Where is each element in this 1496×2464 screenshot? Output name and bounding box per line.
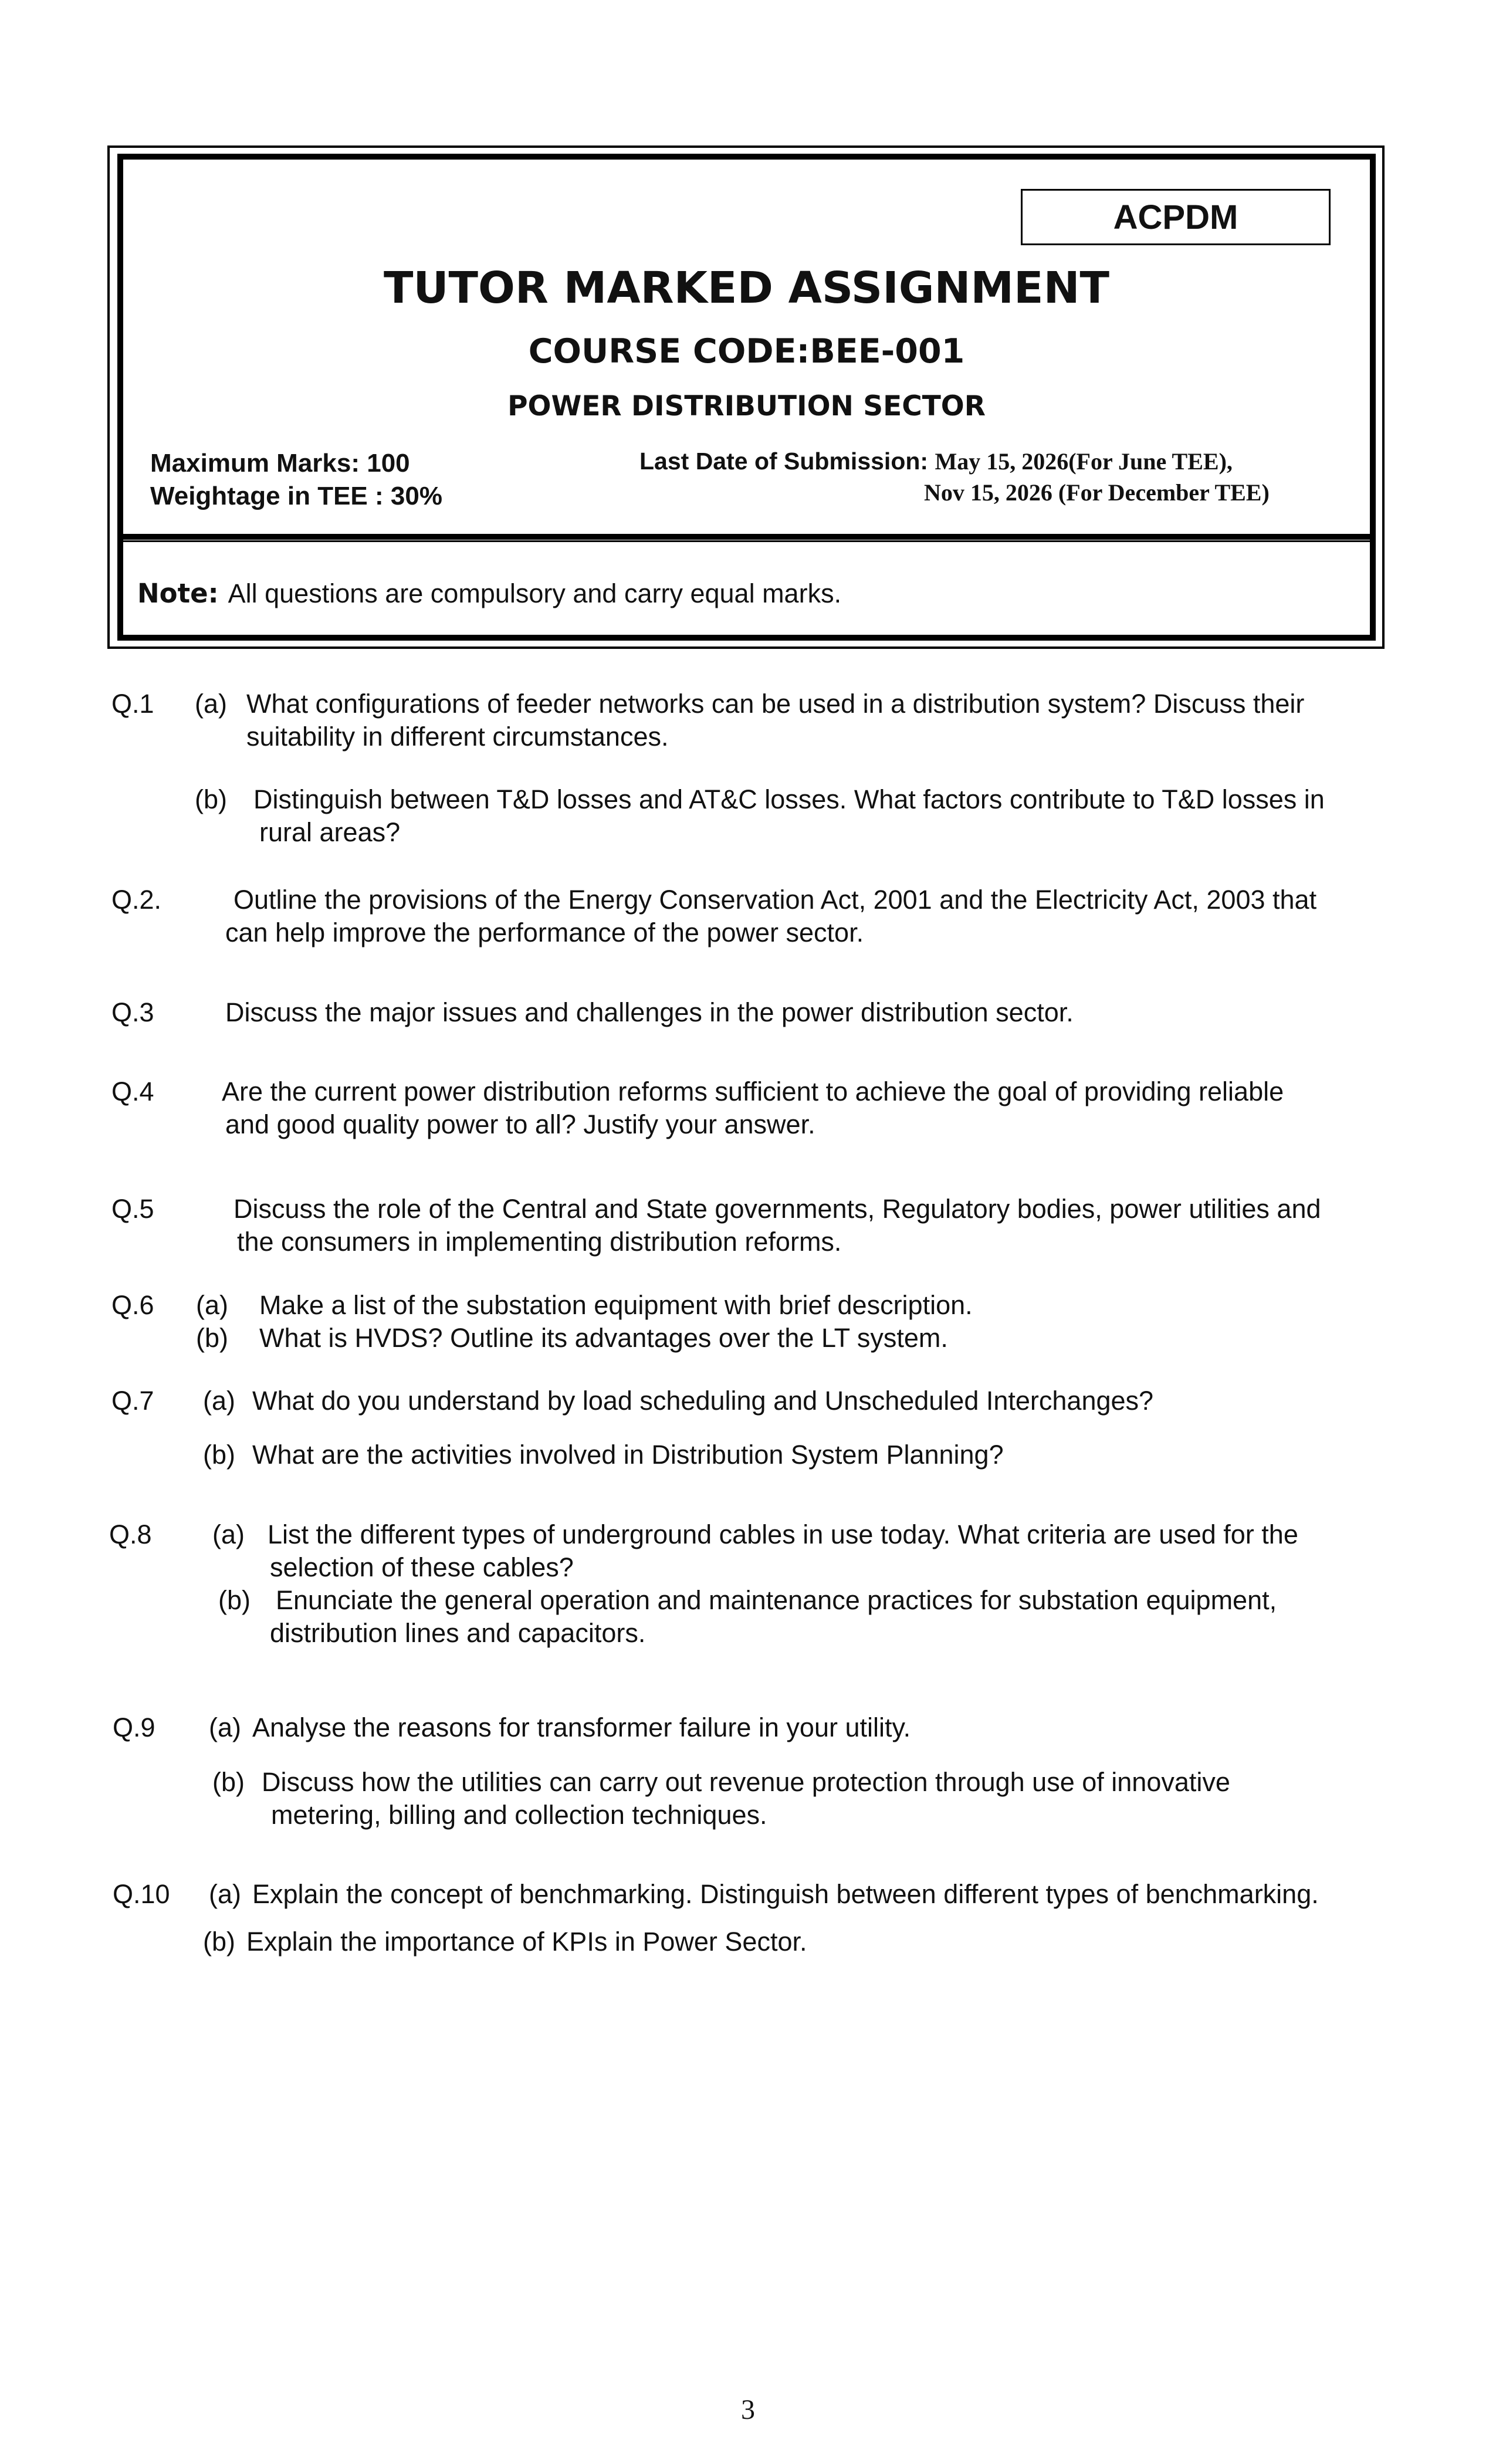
question-text: distribution lines and capacitors. [270,1618,646,1648]
assignment-title: TUTOR MARKED ASSIGNMENT [383,263,1109,313]
part-label: (a) [209,1879,241,1909]
submission-date-december: Nov 15, 2026 (For December TEE) [924,479,1270,506]
question-text: the consumers in implementing distribution reforms. [237,1227,842,1257]
question-text: Outline the provisions of the Energy Conservation Act, 2001 and the Electricity Act, 2003 that [233,885,1317,915]
question-text: What do you understand by load scheduling and Unscheduled Interchanges? [252,1386,1154,1416]
question-text: Explain the concept of benchmarking. Distinguish between different types of benchmarking. [252,1879,1319,1909]
question-text: Discuss the role of the Central and State governments, Regulatory bodies, power utilities and [233,1194,1321,1224]
question-text: Are the current power distribution reforms sufficient to achieve the goal of providing reliable [222,1077,1284,1106]
question-number: Q.10 [113,1879,170,1909]
part-label: (a) [195,689,227,719]
part-label: (b) [195,784,227,814]
question-text: What configurations of feeder networks can be used in a distribution system? Discuss their [246,689,1305,719]
part-label: (b) [196,1323,228,1353]
part-label: (a) [203,1386,235,1416]
program-code: ACPDM [1113,198,1238,236]
part-label: (b) [212,1767,245,1797]
question-text: Analyse the reasons for transformer failure in your utility. [252,1712,911,1742]
question-text: Discuss how the utilities can carry out revenue protection through use of innovative [262,1767,1230,1797]
question-text: List the different types of underground cables in use today. What criteria are used for the [268,1519,1298,1549]
question-text: selection of these cables? [270,1552,574,1582]
header-divider [117,534,1376,542]
submission-label: Last Date of Submission: [639,448,929,475]
submission-date-june: May 15, 2026(For June TEE), [935,448,1233,475]
question-text: rural areas? [259,817,401,847]
part-label: (a) [212,1519,245,1549]
question-number: Q.3 [111,997,154,1027]
question-text: What is HVDS? Outline its advantages over the LT system. [259,1323,948,1353]
page-number: 3 [741,2394,755,2425]
question-number: Q.6 [111,1290,154,1320]
question-text: What are the activities involved in Distribution System Planning? [252,1440,1004,1470]
question-text: Discuss the major issues and challenges in the power distribution sector. [225,997,1074,1027]
note-label: Note: [137,578,219,609]
submission-block [639,446,1297,508]
part-label: (b) [203,1440,235,1470]
note [137,578,841,609]
question-text: Distinguish between T&D losses and AT&C losses. What factors contribute to T&D losses in [253,784,1325,814]
question-number: Q.1 [111,689,154,719]
part-label: (b) [218,1585,251,1615]
note-text: All questions are compulsory and carry equal marks. [228,578,842,608]
question-number: Q.5 [111,1194,154,1224]
part-label: (b) [203,1927,235,1957]
course-name: POWER DISTRIBUTION SECTOR [507,390,986,422]
question-text: Enunciate the general operation and maintenance practices for substation equipment, [276,1585,1277,1615]
question-number: Q.7 [111,1386,154,1416]
weightage: Weightage in TEE : 30% [150,482,442,510]
part-label: (a) [196,1290,228,1320]
max-marks: Maximum Marks: 100 [150,449,410,478]
question-number: Q.9 [113,1712,155,1742]
question-text: suitability in different circumstances. [246,722,669,752]
question-text: can help improve the performance of the power sector. [225,918,864,947]
part-label: (a) [209,1712,241,1742]
marks-block [150,447,442,513]
program-code-box [1021,189,1331,245]
question-number: Q.2. [111,885,162,915]
question-number: Q.8 [109,1519,152,1549]
question-text: Make a list of the substation equipment with brief description. [259,1290,973,1320]
course-code: COURSE CODE:BEE-001 [528,332,965,371]
question-text: and good quality power to all? Justify your answer. [225,1109,815,1139]
question-text: Explain the importance of KPIs in Power Sector. [246,1927,807,1957]
question-number: Q.4 [111,1077,154,1106]
question-text: metering, billing and collection techniques. [271,1800,767,1830]
